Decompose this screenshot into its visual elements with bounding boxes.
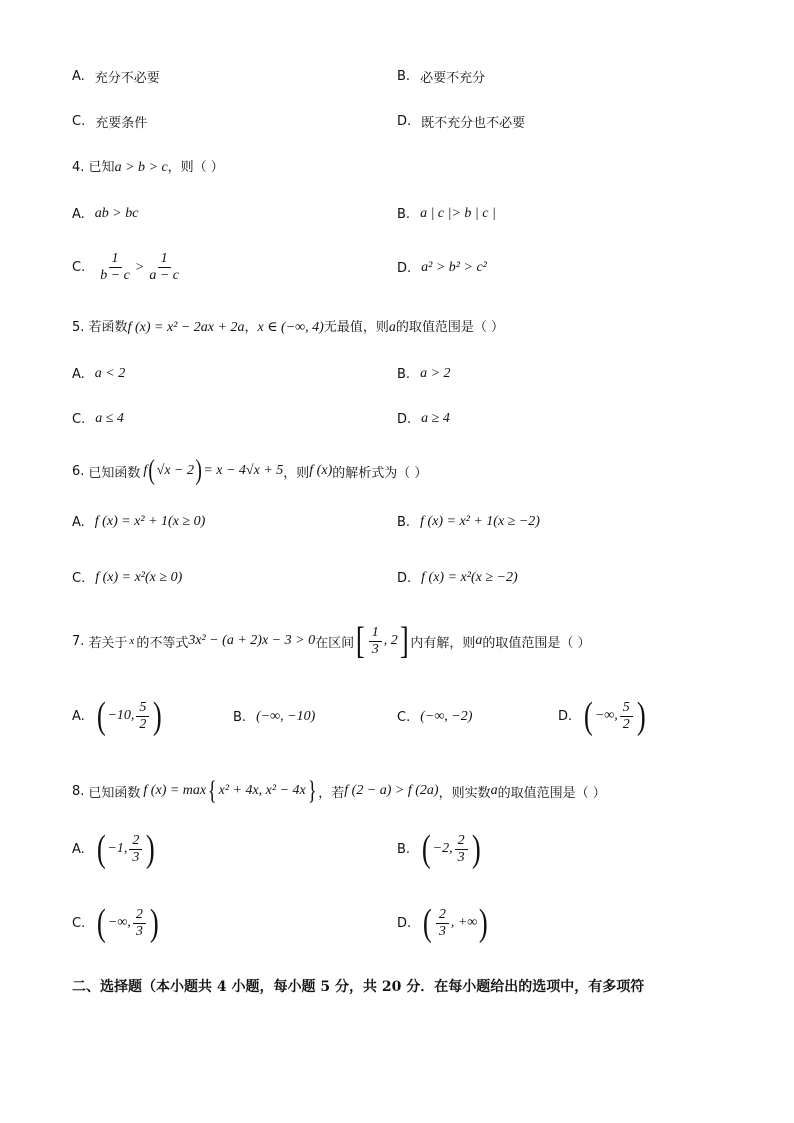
q3-option-a bbox=[72, 67, 160, 86]
q8-stem bbox=[72, 772, 606, 810]
option-text: 必要不充分 bbox=[420, 71, 486, 86]
fraction bbox=[369, 625, 382, 658]
option-label: D. bbox=[397, 114, 412, 129]
option-expr: a² > b² > c² bbox=[421, 260, 487, 275]
right-brace: } bbox=[307, 776, 317, 805]
fraction bbox=[620, 700, 633, 733]
option-label: D. bbox=[397, 411, 412, 427]
option-expr: a < 2 bbox=[94, 366, 126, 381]
q4-option-c bbox=[72, 251, 184, 284]
q4-stem bbox=[72, 156, 224, 176]
left-brace: { bbox=[207, 776, 217, 805]
question-number: 6. bbox=[72, 463, 85, 479]
q7-option-a bbox=[72, 697, 164, 735]
interval-left: −2, bbox=[432, 841, 453, 856]
variable: a bbox=[475, 633, 483, 648]
q7-option-b bbox=[233, 709, 315, 725]
option-label: D. bbox=[558, 708, 573, 724]
operator: > bbox=[134, 259, 145, 275]
right-bracket: ] bbox=[399, 620, 409, 662]
stem-text: 无最值，则 bbox=[323, 320, 389, 335]
q4-option-b bbox=[397, 206, 496, 222]
function-expr: f (x) = max bbox=[143, 783, 207, 798]
stem-text: 的不等式 bbox=[136, 635, 189, 651]
right-paren: ) bbox=[195, 455, 202, 486]
function-expr: f (x) = x² − 2ax + 2a bbox=[127, 320, 245, 335]
inequality-expr: 3x² − (a + 2)x − 3 > 0 bbox=[188, 633, 316, 648]
q7-option-c bbox=[397, 709, 472, 725]
option-label: B. bbox=[397, 69, 411, 84]
stem-text: 若关于 bbox=[88, 635, 128, 651]
q6-stem bbox=[72, 452, 427, 490]
q3-option-b bbox=[397, 67, 485, 86]
set-expr: x² + 4x, x² − 4x bbox=[218, 783, 306, 798]
option-expr: a | c |> b | c | bbox=[420, 206, 496, 221]
q4-option-a bbox=[72, 206, 138, 222]
option-label: C. bbox=[72, 260, 86, 275]
denominator: 2 bbox=[139, 716, 147, 732]
numerator: 2 bbox=[129, 833, 142, 850]
q5-option-a bbox=[72, 366, 125, 382]
variable: a bbox=[388, 320, 396, 335]
numerator: 2 bbox=[133, 907, 146, 924]
stem-text: ， bbox=[244, 320, 258, 335]
stem-text: 已知函数 bbox=[88, 785, 141, 801]
denominator: 3 bbox=[457, 849, 465, 865]
numerator: 5 bbox=[136, 700, 149, 717]
left-paren: ( bbox=[148, 455, 156, 486]
option-text: 充要条件 bbox=[95, 116, 148, 131]
option-label: C. bbox=[72, 114, 86, 129]
option-label: A. bbox=[72, 708, 85, 724]
inequality-expr: f (2 − a) > f (2a) bbox=[344, 783, 439, 798]
stem-text: 在区间 bbox=[315, 635, 355, 651]
option-label: D. bbox=[397, 915, 412, 931]
option-expr: a ≤ 4 bbox=[95, 411, 124, 426]
rhs-expr: = x − 4√x + 5 bbox=[203, 463, 284, 478]
option-label: D. bbox=[397, 260, 412, 276]
right-paren: ) bbox=[146, 828, 156, 870]
stem-text: 的解析式为（ ） bbox=[332, 465, 428, 481]
numerator: 5 bbox=[620, 700, 633, 717]
interval-left: −∞, bbox=[594, 708, 618, 723]
fraction bbox=[133, 907, 146, 940]
option-label: C. bbox=[72, 411, 86, 427]
fraction bbox=[97, 251, 133, 284]
option-label: C. bbox=[72, 570, 86, 586]
variable: x bbox=[129, 635, 135, 647]
question-number: 5. bbox=[72, 320, 85, 335]
stem-text: ，则 bbox=[283, 465, 310, 481]
denominator: b − c bbox=[100, 268, 130, 283]
left-bracket: [ bbox=[355, 620, 365, 662]
option-expr: (−∞, −2) bbox=[420, 709, 473, 724]
option-text: 既不充分也不必要 bbox=[421, 116, 526, 131]
q3-option-c bbox=[72, 112, 147, 131]
q6-option-a bbox=[72, 514, 205, 530]
option-label: A. bbox=[72, 841, 85, 857]
option-expr: ab > bc bbox=[94, 206, 139, 221]
q8-option-a bbox=[72, 830, 157, 868]
option-expr: f (x) = x²(x ≥ 0) bbox=[95, 570, 183, 585]
q6-option-b bbox=[397, 514, 540, 530]
condition-expr: a > b > c bbox=[114, 160, 168, 175]
left-paren: ( bbox=[584, 695, 593, 737]
right-paren: ) bbox=[636, 695, 646, 737]
option-expr: f (x) = x² + 1(x ≥ −2) bbox=[420, 514, 540, 529]
left-paren: ( bbox=[96, 695, 106, 737]
interval-right: , +∞ bbox=[450, 915, 478, 930]
left-paren: ( bbox=[423, 902, 432, 944]
variable: a bbox=[490, 783, 498, 798]
fraction bbox=[129, 833, 142, 866]
question-number: 4. bbox=[72, 160, 85, 175]
interval-left: −1, bbox=[107, 841, 128, 856]
right-paren: ) bbox=[149, 902, 159, 944]
q7-stem bbox=[72, 622, 591, 660]
stem-text: 的取值范围是（ ） bbox=[395, 320, 504, 335]
function-name: f bbox=[143, 463, 148, 478]
left-paren: ( bbox=[421, 828, 431, 870]
option-label: A. bbox=[72, 514, 85, 530]
stem-text: 已知函数 bbox=[88, 465, 141, 481]
numerator: 1 bbox=[158, 251, 171, 268]
stem-text: 若函数 bbox=[88, 320, 128, 335]
question-number: 7. bbox=[72, 633, 85, 649]
stem-text: 的取值范围是（ ） bbox=[497, 785, 606, 801]
option-label: A. bbox=[72, 206, 85, 222]
interval-right: , 2 bbox=[383, 633, 398, 648]
left-paren: ( bbox=[96, 828, 106, 870]
denominator: 3 bbox=[135, 923, 143, 939]
q7-option-d bbox=[558, 697, 647, 735]
option-label: A. bbox=[72, 366, 85, 382]
fraction bbox=[146, 251, 182, 284]
option-expr: f (x) = x² + 1(x ≥ 0) bbox=[94, 514, 206, 529]
option-expr: (−∞, −10) bbox=[256, 709, 316, 724]
option-expr: f (x) = x²(x ≥ −2) bbox=[421, 570, 518, 585]
denominator: 3 bbox=[132, 849, 140, 865]
numerator: 2 bbox=[436, 907, 449, 924]
q8-option-d bbox=[397, 904, 490, 942]
stem-text: 已知 bbox=[88, 160, 115, 175]
fraction bbox=[136, 700, 149, 733]
stem-text: ，若 bbox=[318, 785, 345, 801]
numerator: 2 bbox=[455, 833, 468, 850]
numerator: 1 bbox=[109, 251, 122, 268]
option-expr: a > 2 bbox=[420, 366, 451, 381]
q6-option-d bbox=[397, 570, 518, 586]
option-text: 充分不必要 bbox=[94, 71, 160, 86]
denominator: 2 bbox=[622, 716, 630, 732]
section-heading: 二、选择题（本小题共 4 小题，每小题 5 分，共 20 分．在每小题给出的选项中，有多项符 bbox=[72, 979, 645, 995]
option-label: B. bbox=[397, 366, 411, 382]
fraction bbox=[436, 907, 449, 940]
numerator: 1 bbox=[369, 625, 382, 642]
left-paren: ( bbox=[97, 902, 106, 944]
option-label: B. bbox=[233, 709, 247, 725]
inner-expr: √x − 2 bbox=[156, 463, 194, 478]
domain-expr: x ∈ (−∞, 4) bbox=[257, 320, 324, 335]
q3-option-d bbox=[397, 112, 525, 131]
stem-text: 的取值范围是（ ） bbox=[482, 635, 591, 651]
stem-text: ，则（ ） bbox=[167, 160, 224, 175]
q5-option-c bbox=[72, 411, 124, 427]
fraction bbox=[455, 833, 468, 866]
stem-text: 内有解，则 bbox=[410, 635, 476, 651]
right-paren: ) bbox=[479, 902, 489, 944]
question-number: 8. bbox=[72, 783, 85, 799]
option-label: C. bbox=[397, 709, 411, 725]
option-label: B. bbox=[397, 841, 411, 857]
denominator: 3 bbox=[438, 923, 446, 939]
right-paren: ) bbox=[153, 695, 163, 737]
interval-left: −10, bbox=[107, 708, 135, 723]
function-expr: f (x) bbox=[309, 463, 333, 478]
option-label: B. bbox=[397, 206, 411, 222]
right-paren: ) bbox=[471, 828, 481, 870]
stem-text: ，则实数 bbox=[438, 785, 491, 801]
q6-option-c bbox=[72, 570, 182, 586]
option-expr: a ≥ 4 bbox=[421, 411, 450, 426]
interval-left: −∞, bbox=[107, 915, 131, 930]
q8-option-b bbox=[397, 830, 482, 868]
option-label: C. bbox=[72, 915, 86, 931]
denominator: 3 bbox=[371, 641, 379, 657]
option-label: D. bbox=[397, 570, 412, 586]
option-label: B. bbox=[397, 514, 411, 530]
q5-stem bbox=[72, 316, 504, 336]
denominator: a − c bbox=[149, 268, 180, 283]
q8-option-c bbox=[72, 904, 160, 942]
q5-option-b bbox=[397, 366, 451, 382]
q4-option-d bbox=[397, 260, 487, 276]
option-label: A. bbox=[72, 69, 85, 84]
q5-option-d bbox=[397, 411, 450, 427]
